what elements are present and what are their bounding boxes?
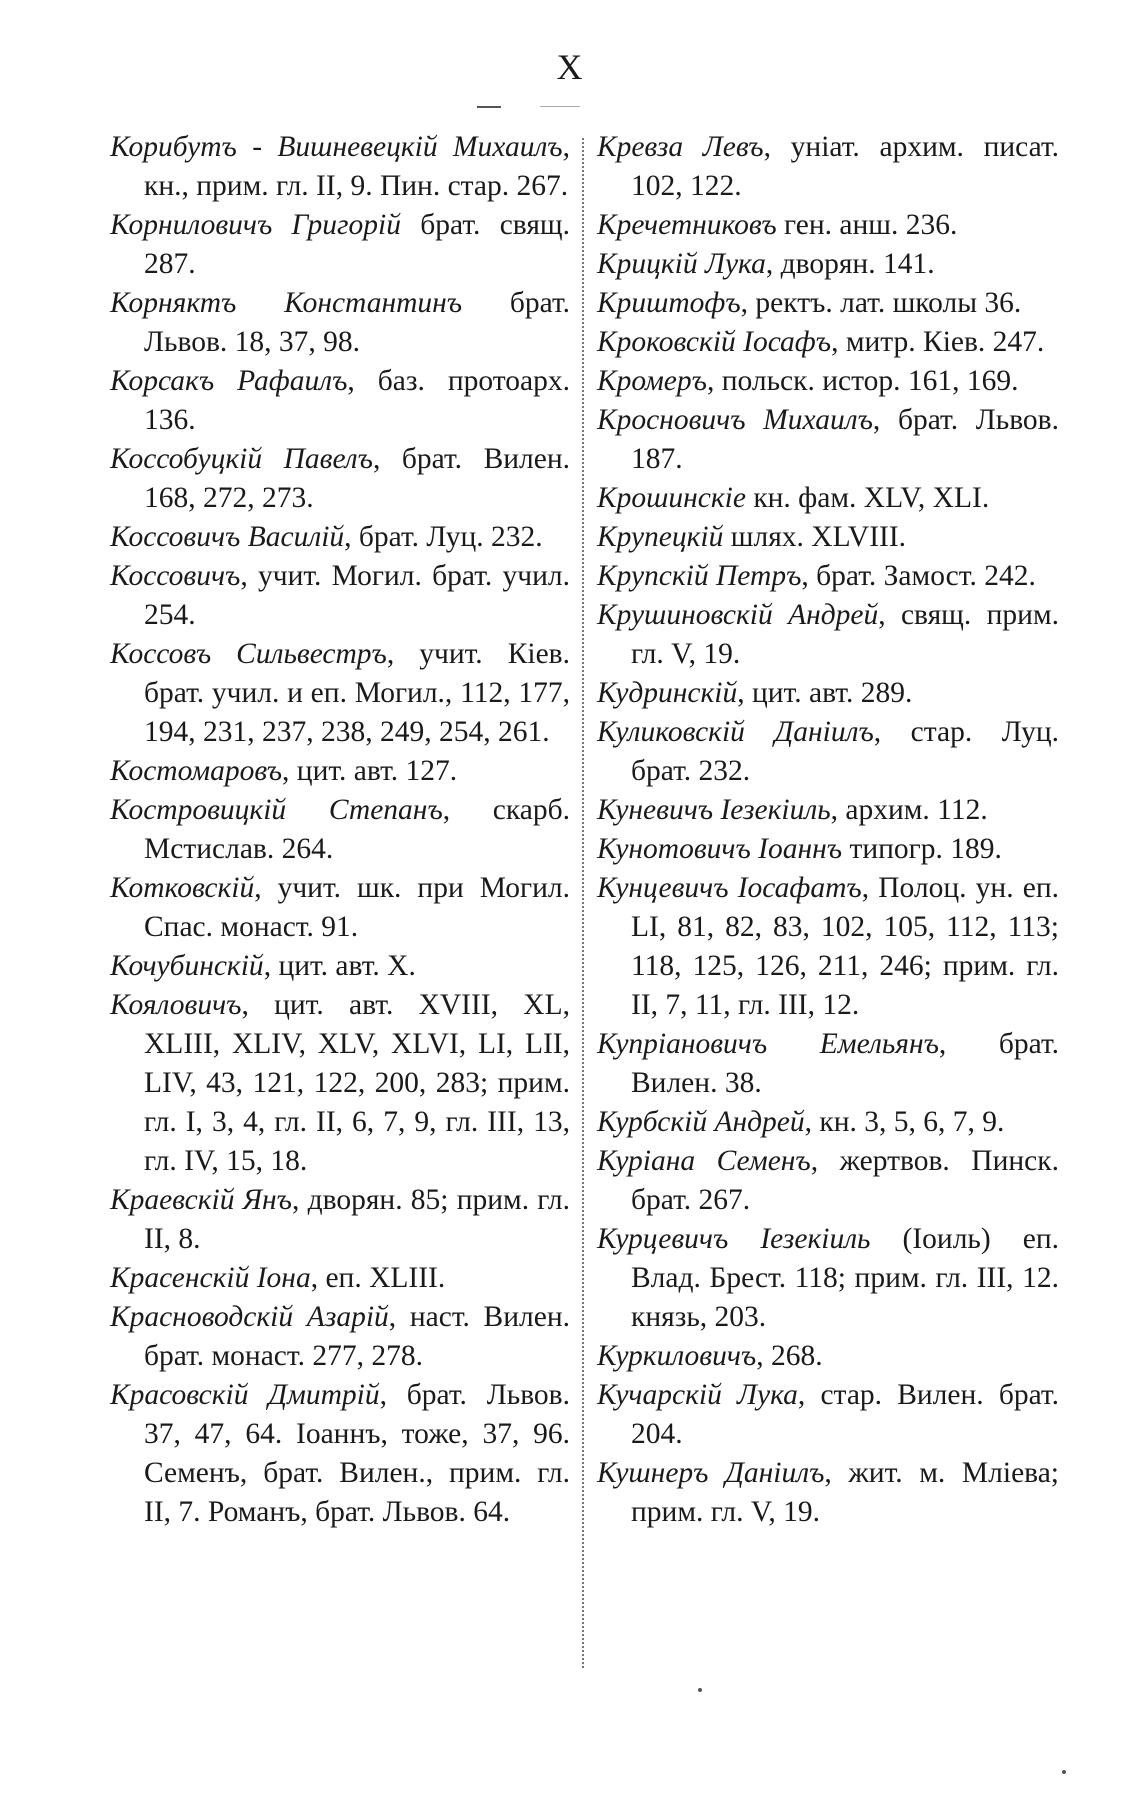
index-column-right	[597, 128, 1059, 1532]
entry-name: Корняктъ Константинъ	[110, 287, 463, 319]
entry-details: , кн., прим. гл. II, 9. Пин. стар. 267.	[144, 131, 570, 202]
index-entry	[597, 1376, 1059, 1454]
entry-name: Куневичъ Іезекіиль	[597, 794, 831, 826]
index-entry	[110, 557, 570, 635]
index-entry	[110, 1181, 570, 1259]
entry-name: Красенскій Іона	[110, 1262, 311, 1294]
entry-details: , учит. Кіев. брат. учил. и еп. Могил., 112, 177, 194, 231, 237, 238, 249, 254, 261.	[144, 638, 570, 748]
entry-details: , цит. авт. 127.	[282, 755, 458, 787]
index-entry	[110, 947, 570, 986]
index-entry	[110, 791, 570, 869]
entry-details: ген. анш. 236.	[776, 209, 958, 241]
index-entry	[110, 752, 570, 791]
index-entry	[597, 401, 1059, 479]
index-entry	[597, 245, 1059, 284]
entry-details: брат. Львов. 18, 37, 98.	[144, 287, 570, 358]
index-entry	[597, 674, 1059, 713]
entry-name: Костомаровъ	[110, 755, 283, 787]
entry-name: Красноводскій Азарій	[110, 1301, 389, 1333]
entry-name: Криштофъ	[597, 287, 741, 319]
entry-name: Краевскій Янъ	[110, 1184, 292, 1216]
entry-details: , цит. авт. XVIII, XL, XLIII, XLIV, XLV, XLVI, LI, LII, LIV, 43, 121, 122, 200, 283; прим. гл. I, 3, 4, гл. II, 6, 7, 9, гл. III, 13, гл. IV, 15, 18.	[144, 989, 570, 1177]
entry-name: Коссобуцкій Павелъ	[110, 443, 373, 475]
index-entry	[110, 206, 570, 284]
entry-details: , 268.	[756, 1340, 823, 1372]
index-entry	[110, 128, 570, 206]
index-entry	[597, 1454, 1059, 1532]
index-entry	[597, 1337, 1059, 1376]
index-entry	[110, 1298, 570, 1376]
entry-name: Кочубинскій	[110, 950, 264, 982]
index-entry	[597, 1142, 1059, 1220]
entry-name: Коссовичъ Василій	[110, 521, 345, 553]
entry-name: Кудринскій	[597, 677, 738, 709]
index-entry	[110, 518, 570, 557]
entry-details: , брат. Луц. 232.	[344, 521, 543, 553]
header-rule-right	[540, 106, 580, 107]
entry-name: Котковскій	[110, 872, 255, 904]
entry-name: Крицкій Лука	[597, 248, 766, 280]
entry-name: Крупецкій	[597, 521, 724, 553]
entry-details: , цит. авт. 289.	[737, 677, 913, 709]
entry-details: (Іоиль) еп. Влад. Брест. 118; прим. гл. III, 12. князь, 203.	[631, 1223, 1059, 1333]
entry-details: , архим. 112.	[830, 794, 988, 826]
index-entry	[597, 479, 1059, 518]
entry-name: Коссовичъ	[110, 560, 241, 592]
entry-details: , Полоц. ун. еп. LI, 81, 82, 83, 102, 105, 112, 113; 118, 125, 126, 211, 246; прим. гл. II, 7, 11, гл. III, 12.	[631, 872, 1059, 1021]
column-divider	[582, 138, 584, 1668]
index-entry	[110, 635, 570, 752]
entry-name: Кроковскій Іосафъ	[597, 326, 832, 358]
entry-name: Коссовъ Сильвестръ	[110, 638, 387, 670]
index-entry	[597, 1103, 1059, 1142]
entry-details: , митр. Кіев. 247.	[831, 326, 1045, 358]
index-entry	[597, 596, 1059, 674]
entry-details: , свящ. прим. гл. V, 19.	[631, 599, 1059, 670]
entry-name: Куликовскій Даніилъ	[597, 716, 874, 748]
entry-details: , стар. Луц. брат. 232.	[631, 716, 1059, 787]
index-entry	[597, 128, 1059, 206]
entry-name: Кромеръ	[597, 365, 707, 397]
entry-details: , дворян. 85; прим. гл. II, 8.	[144, 1184, 570, 1255]
entry-details: , наст. Вилен. брат. монаст. 277, 278.	[144, 1301, 570, 1372]
page-number: X	[556, 47, 584, 87]
entry-details: , дворян. 141.	[765, 248, 935, 280]
index-entry	[597, 284, 1059, 323]
index-entry	[110, 1259, 570, 1298]
index-entry	[597, 791, 1059, 830]
entry-details: , кн. 3, 5, 6, 7, 9.	[804, 1106, 1005, 1138]
index-entry	[597, 362, 1059, 401]
entry-details: шлях. XLVIII.	[723, 521, 907, 553]
entry-details: , еп. XLIII.	[310, 1262, 446, 1294]
entry-name: Кревза Левъ	[597, 131, 764, 163]
entry-details: , брат. Вилен. 38.	[631, 1028, 1060, 1099]
entry-details: , учит. Могил. брат. учил. 254.	[144, 560, 570, 631]
index-entry	[597, 869, 1059, 1025]
ink-speck	[1062, 1770, 1066, 1774]
entry-details: , жертвов. Пинск. брат. 267.	[631, 1145, 1059, 1216]
index-entry	[110, 869, 570, 947]
ink-speck	[698, 1688, 702, 1692]
entry-name: Кучарскій Лука	[597, 1379, 798, 1411]
entry-name: Корниловичъ Григорій	[110, 209, 401, 241]
entry-name: Кушнеръ Даніилъ	[597, 1457, 825, 1489]
entry-details: , польск. истор. 161, 169.	[706, 365, 1019, 397]
index-entry	[597, 557, 1059, 596]
entry-details: кн. фам. XLV, XLI.	[745, 482, 990, 514]
header-rule-left	[477, 106, 501, 108]
index-entry	[597, 323, 1059, 362]
entry-name: Кунцевичъ Іосафатъ	[597, 872, 862, 904]
entry-name: Курбскій Андрей	[597, 1106, 805, 1138]
entry-details: , ректъ. лат. школы 36.	[740, 287, 1022, 319]
entry-details: , скарб. Мстислав. 264.	[144, 794, 570, 865]
index-entry	[110, 986, 570, 1181]
index-entry	[110, 284, 570, 362]
entry-details: , жит. м. Мліева; прим. гл. V, 19.	[631, 1457, 1059, 1528]
entry-name: Куркиловичъ	[597, 1340, 757, 1372]
entry-name: Кречетниковъ	[597, 209, 777, 241]
entry-details: , брат. Львов. 187.	[631, 404, 1059, 475]
entry-name: Корибутъ - Вишневецкій Михаилъ	[110, 131, 563, 163]
index-entry	[597, 206, 1059, 245]
index-entry	[597, 518, 1059, 557]
entry-name: Курцевичъ Іезекіиль	[597, 1223, 871, 1255]
entry-details: , стар. Вилен. брат. 204.	[631, 1379, 1059, 1450]
index-entry	[597, 830, 1059, 869]
entry-details: , баз. протоарх. 136.	[144, 365, 570, 436]
entry-details: , брат. Вилен. 168, 272, 273.	[144, 443, 571, 514]
index-entry	[597, 1220, 1059, 1337]
index-entry	[110, 362, 570, 440]
index-entry	[110, 1376, 570, 1532]
entry-details: типогр. 189.	[842, 833, 1002, 865]
index-entry	[110, 440, 570, 518]
entry-name: Куріана Семенъ	[597, 1145, 811, 1177]
entry-details: , брат. Замост. 242.	[801, 560, 1036, 592]
index-entry	[597, 1025, 1059, 1103]
entry-details: , брат. Львов. 37, 47, 64. Іоаннъ, тоже, 37, 96. Семенъ, брат. Вилен., прим. гл. II, 7. Романъ, брат. Львов. 64.	[144, 1379, 570, 1528]
entry-name: Кояловичъ	[110, 989, 242, 1021]
entry-name: Костровицкій Степанъ	[110, 794, 443, 826]
entry-name: Кросновичъ Михаилъ	[597, 404, 873, 436]
entry-details: брат. свящ. 287.	[144, 209, 570, 280]
entry-details: , цит. авт. X.	[263, 950, 416, 982]
index-entry	[597, 713, 1059, 791]
entry-name: Красовскій Дмитрій	[110, 1379, 380, 1411]
entry-details: , уніат. архим. писат. 102, 122.	[631, 131, 1059, 202]
index-column-left	[110, 128, 570, 1532]
entry-details: , учит. шк. при Могил. Спас. монаст. 91.	[144, 872, 570, 943]
entry-name: Крушиновскій Андрей	[597, 599, 879, 631]
entry-name: Купріановичъ Емельянъ	[597, 1028, 939, 1060]
entry-name: Кунотовичъ Іоаннъ	[597, 833, 843, 865]
entry-name: Крошинскіе	[597, 482, 746, 514]
entry-name: Крупскій Петръ	[597, 560, 802, 592]
entry-name: Корсакъ Рафаилъ	[110, 365, 348, 397]
